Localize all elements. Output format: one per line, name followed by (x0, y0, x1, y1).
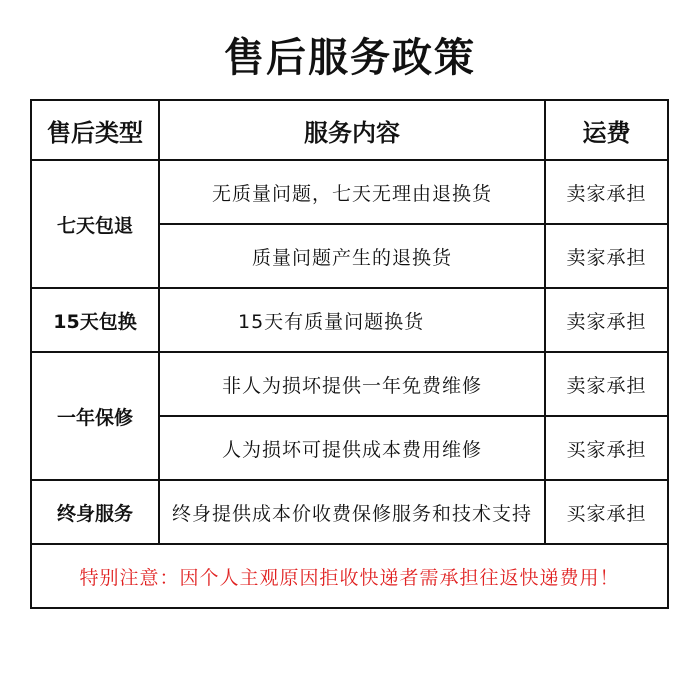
table-row (31, 288, 668, 352)
header-content: 服务内容 (159, 100, 545, 160)
service-content-cell: 终身提供成本价收费保修服务和技术支持 (159, 480, 545, 544)
service-content-cell: 质量问题产生的退换货 (159, 224, 545, 288)
shipping-fee-cell: 卖家承担 (545, 160, 668, 224)
shipping-fee-cell: 卖家承担 (545, 288, 668, 352)
shipping-fee-cell: 卖家承担 (545, 352, 668, 416)
service-content-cell: 无质量问题，七天无理由退换货 (159, 160, 545, 224)
service-type-cell: 终身服务 (31, 480, 159, 544)
service-content-cell: 非人为损坏提供一年免费维修 (159, 352, 545, 416)
service-type-cell: 一年保修 (31, 352, 159, 480)
after-sales-policy-table (30, 99, 669, 609)
service-content-cell: 人为损坏可提供成本费用维修 (159, 416, 545, 480)
service-type-cell: 15天包换 (31, 288, 159, 352)
header-fee: 运费 (545, 100, 668, 160)
header-type: 售后类型 (31, 100, 159, 160)
service-type-cell: 七天包退 (31, 160, 159, 288)
shipping-fee-cell: 买家承担 (545, 416, 668, 480)
table-row (31, 160, 668, 224)
service-content-cell: 15天有质量问题换货 (159, 288, 545, 352)
shipping-fee-cell: 卖家承担 (545, 224, 668, 288)
table-header-row (31, 100, 668, 160)
table-row (31, 352, 668, 416)
table-row (31, 480, 668, 544)
shipping-fee-cell: 买家承担 (545, 480, 668, 544)
page-title: 售后服务政策 (224, 35, 476, 81)
notice-row (31, 544, 668, 608)
special-notice: 特别注意：因个人主观原因拒收快递者需承担往返快递费用！ (31, 544, 668, 608)
